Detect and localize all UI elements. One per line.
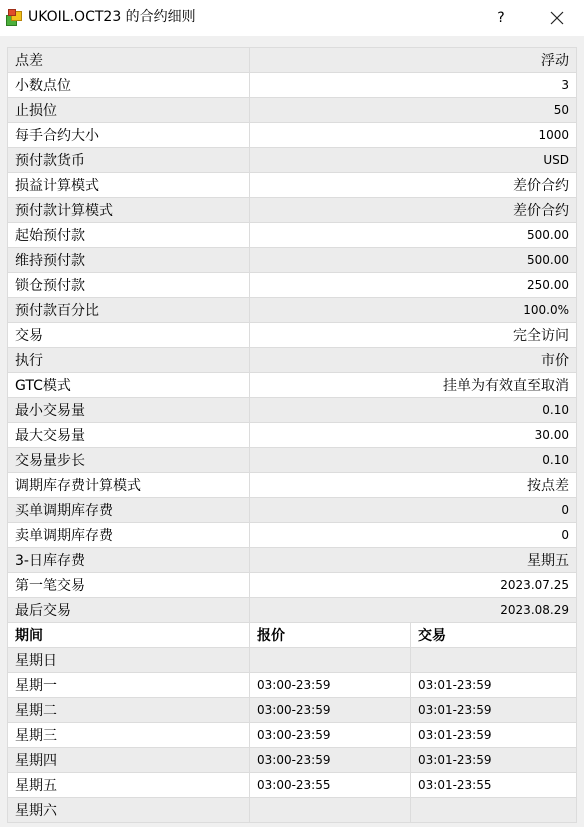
session-row[interactable] bbox=[8, 723, 577, 748]
spec-value: 0 bbox=[250, 498, 577, 523]
spec-value: 浮动 bbox=[250, 48, 577, 73]
session-quote: 03:00-23:59 bbox=[250, 723, 411, 748]
session-row[interactable] bbox=[8, 798, 577, 823]
spec-label: 交易 bbox=[8, 323, 250, 348]
spec-label: 起始预付款 bbox=[8, 223, 250, 248]
session-row[interactable] bbox=[8, 673, 577, 698]
spec-label: 最大交易量 bbox=[8, 423, 250, 448]
session-trade: 03:01-23:59 bbox=[411, 698, 577, 723]
session-day: 星期日 bbox=[8, 648, 250, 673]
spec-label: 买单调期库存费 bbox=[8, 498, 250, 523]
session-day: 星期二 bbox=[8, 698, 250, 723]
window-title: UKOIL.OCT23 的合约细则 bbox=[28, 9, 196, 25]
help-button[interactable]: ? bbox=[497, 10, 505, 26]
spec-label: 调期库存费计算模式 bbox=[8, 473, 250, 498]
spec-row[interactable] bbox=[8, 248, 577, 273]
spec-label: 预付款计算模式 bbox=[8, 198, 250, 223]
spec-label: 卖单调期库存费 bbox=[8, 523, 250, 548]
session-row[interactable] bbox=[8, 698, 577, 723]
spec-row[interactable] bbox=[8, 48, 577, 73]
session-row[interactable] bbox=[8, 773, 577, 798]
spec-value: 50 bbox=[250, 98, 577, 123]
spec-label: 最小交易量 bbox=[8, 398, 250, 423]
spec-value: 250.00 bbox=[250, 273, 577, 298]
session-day: 星期六 bbox=[8, 798, 250, 823]
session-table bbox=[7, 622, 577, 823]
spec-row[interactable] bbox=[8, 473, 577, 498]
spec-value: 差价合约 bbox=[250, 173, 577, 198]
spec-row[interactable] bbox=[8, 298, 577, 323]
header-period[interactable]: 期间 bbox=[8, 623, 250, 648]
session-row[interactable] bbox=[8, 648, 577, 673]
spec-row[interactable] bbox=[8, 548, 577, 573]
session-day: 星期五 bbox=[8, 773, 250, 798]
spec-row[interactable] bbox=[8, 123, 577, 148]
spec-value: 星期五 bbox=[250, 548, 577, 573]
spec-row[interactable] bbox=[8, 423, 577, 448]
spec-value: 完全访问 bbox=[250, 323, 577, 348]
spec-label: 预付款货币 bbox=[8, 148, 250, 173]
spec-value: 挂单为有效直至取消 bbox=[250, 373, 577, 398]
close-button[interactable] bbox=[540, 4, 574, 32]
session-trade bbox=[411, 798, 577, 823]
spec-label: 小数点位 bbox=[8, 73, 250, 98]
spec-row[interactable] bbox=[8, 498, 577, 523]
spec-label: 预付款百分比 bbox=[8, 298, 250, 323]
spec-label: 第一笔交易 bbox=[8, 573, 250, 598]
spec-value: 2023.07.25 bbox=[250, 573, 577, 598]
spec-value: 按点差 bbox=[250, 473, 577, 498]
spec-row[interactable] bbox=[8, 273, 577, 298]
spec-label: GTC模式 bbox=[8, 373, 250, 398]
session-quote: 03:00-23:55 bbox=[250, 773, 411, 798]
spec-value: 0 bbox=[250, 523, 577, 548]
header-quote[interactable]: 报价 bbox=[250, 623, 411, 648]
spec-label: 3-日库存费 bbox=[8, 548, 250, 573]
spec-label: 止损位 bbox=[8, 98, 250, 123]
spec-value: 2023.08.29 bbox=[250, 598, 577, 623]
close-icon bbox=[550, 11, 564, 25]
spec-row[interactable] bbox=[8, 198, 577, 223]
spec-label: 锁仓预付款 bbox=[8, 273, 250, 298]
spec-value: 0.10 bbox=[250, 448, 577, 473]
spec-row[interactable] bbox=[8, 398, 577, 423]
session-day: 星期一 bbox=[8, 673, 250, 698]
spec-value: 市价 bbox=[250, 348, 577, 373]
session-trade: 03:01-23:55 bbox=[411, 773, 577, 798]
session-quote: 03:00-23:59 bbox=[250, 748, 411, 773]
spec-value: 1000 bbox=[250, 123, 577, 148]
spec-label: 每手合约大小 bbox=[8, 123, 250, 148]
spec-label: 交易量步长 bbox=[8, 448, 250, 473]
spec-row[interactable] bbox=[8, 173, 577, 198]
spec-row[interactable] bbox=[8, 448, 577, 473]
spec-row[interactable] bbox=[8, 98, 577, 123]
spec-row[interactable] bbox=[8, 373, 577, 398]
session-quote: 03:00-23:59 bbox=[250, 673, 411, 698]
spec-value: 500.00 bbox=[250, 223, 577, 248]
spec-row[interactable] bbox=[8, 223, 577, 248]
session-quote bbox=[250, 798, 411, 823]
session-trade: 03:01-23:59 bbox=[411, 723, 577, 748]
spec-label: 点差 bbox=[8, 48, 250, 73]
session-day: 星期三 bbox=[8, 723, 250, 748]
spec-value: 差价合约 bbox=[250, 198, 577, 223]
spec-value: 3 bbox=[250, 73, 577, 98]
title-bar bbox=[0, 0, 584, 36]
session-header-row bbox=[8, 623, 577, 648]
session-quote: 03:00-23:59 bbox=[250, 698, 411, 723]
spec-value: 0.10 bbox=[250, 398, 577, 423]
session-trade: 03:01-23:59 bbox=[411, 673, 577, 698]
spec-label: 最后交易 bbox=[8, 598, 250, 623]
session-trade bbox=[411, 648, 577, 673]
spec-value: 500.00 bbox=[250, 248, 577, 273]
spec-row[interactable] bbox=[8, 573, 577, 598]
spec-label: 维持预付款 bbox=[8, 248, 250, 273]
dialog-content bbox=[0, 36, 584, 827]
spec-row[interactable] bbox=[8, 523, 577, 548]
spec-label: 执行 bbox=[8, 348, 250, 373]
spec-row[interactable] bbox=[8, 73, 577, 98]
spec-row[interactable] bbox=[8, 598, 577, 623]
spec-row[interactable] bbox=[8, 148, 577, 173]
spec-label: 损益计算模式 bbox=[8, 173, 250, 198]
spec-value: USD bbox=[250, 148, 577, 173]
spec-table bbox=[7, 47, 577, 623]
session-trade: 03:01-23:59 bbox=[411, 748, 577, 773]
session-row[interactable] bbox=[8, 748, 577, 773]
spec-value: 100.0% bbox=[250, 298, 577, 323]
spec-row[interactable] bbox=[8, 323, 577, 348]
session-quote bbox=[250, 648, 411, 673]
session-day: 星期四 bbox=[8, 748, 250, 773]
spec-value: 30.00 bbox=[250, 423, 577, 448]
header-trade[interactable]: 交易 bbox=[411, 623, 577, 648]
app-icon bbox=[6, 9, 22, 26]
spec-row[interactable] bbox=[8, 348, 577, 373]
